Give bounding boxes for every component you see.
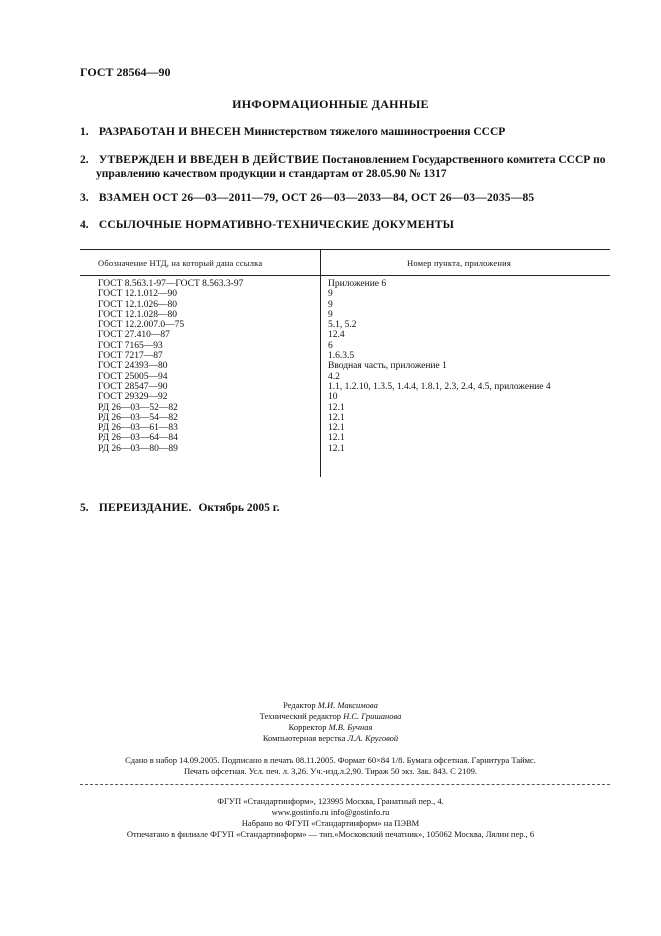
cell-clause: 12.1	[328, 423, 345, 434]
layout-name: Л.А. Круговой	[347, 733, 399, 743]
table-row	[80, 372, 610, 382]
section-caption: РАЗРАБОТАН И ВНЕСЕН	[98, 126, 241, 138]
section-5	[80, 501, 620, 515]
cell-designation: РД 26—03—80—89	[98, 443, 178, 454]
web-line: www.gostinfo.ru info@gostinfo.ru	[271, 807, 390, 817]
cell-designation: ГОСТ 27.410—87	[98, 330, 170, 341]
section-number: 3.	[80, 192, 89, 204]
typeset-line: Набрано во ФГУП «Стандартинформ» на ПЭВМ	[241, 818, 420, 828]
tech-editor-line	[0, 711, 661, 721]
table-row	[80, 351, 610, 361]
cell-designation: ГОСТ 25005—94	[98, 371, 168, 382]
section-4	[80, 218, 620, 232]
info-title: ИНФОРМАЦИОННЫЕ ДАННЫЕ	[232, 97, 429, 111]
corrector-name: М.В. Бучная	[328, 722, 373, 732]
cell-clause: 9	[328, 299, 333, 310]
table-row	[80, 289, 610, 299]
document-code: ГОСТ 28564—90	[80, 65, 171, 79]
cell-clause: 12.1	[328, 433, 345, 444]
cell-clause: 12.1	[328, 443, 345, 454]
printed-line: Отпечатано в филиале ФГУП «Стандартинформ» — тип.«Московский печатник», 105062 Москва, Лялин пер., 6	[126, 829, 535, 839]
cell-designation: РД 26—03—64—84	[98, 433, 178, 444]
print-info-line-2: Печать офсетная. Усл. печ. л. 3,26. Уч.-изд.л.2,90. Тираж 50 экз. Зак. 843. С 2109.	[183, 766, 478, 776]
cell-designation: ГОСТ 7165—93	[98, 340, 163, 351]
tech-editor-label: Технический редактор	[259, 711, 341, 721]
cell-designation: ГОСТ 29329—92	[98, 392, 168, 403]
cell-designation: РД 26—03—52—82	[98, 402, 178, 413]
table-top-rule	[80, 249, 610, 250]
cell-clause: 1.1, 1.2.10, 1.3.5, 1.4.4, 1.8.1, 2.3, 2.4, 4.5, приложение 4	[328, 381, 551, 392]
cell-clause: 12.1	[328, 412, 345, 423]
section-caption: УТВЕРЖДЕН И ВВЕДЕН В ДЕЙСТВИЕ	[98, 154, 320, 166]
table-header-rule	[80, 275, 610, 276]
cell-designation: ГОСТ 7217—87	[98, 351, 163, 362]
cell-clause: Приложение 6	[328, 279, 387, 289]
cell-clause: 10	[328, 392, 338, 403]
section-1	[80, 125, 620, 139]
section-text: Постановлением Государственного комитета СССР по	[321, 154, 606, 166]
layout-label: Компьютерная верстка	[262, 733, 346, 743]
cell-clause: 4.2	[328, 371, 340, 382]
cell-designation: ГОСТ 12.2.007.0—75	[98, 320, 185, 331]
section-text: Министерством тяжелого машиностроения СССР	[243, 126, 506, 138]
cell-designation: ГОСТ 28547—90	[98, 381, 168, 392]
cell-designation: ГОСТ 24393—80	[98, 361, 168, 372]
cell-designation: ГОСТ 12.1.026—80	[98, 299, 177, 310]
table-row	[80, 279, 610, 289]
column-header-clause: Номер пункта, приложения	[407, 258, 511, 268]
section-caption: ССЫЛОЧНЫЕ НОРМАТИВНО-ТЕХНИЧЕСКИЕ ДОКУМЕНТЫ	[98, 219, 455, 231]
cell-clause: 12.4	[328, 330, 345, 341]
section-2	[80, 153, 620, 181]
print-info-line-1: Сдано в набор 14.09.2005. Подписано в печать 08.11.2005. Формат 60×84 1/8. Бумага офсетная. Гарнитура Таймс.	[125, 755, 536, 765]
table-row	[80, 403, 610, 413]
table-row	[80, 330, 610, 340]
editor-label: Редактор	[283, 700, 316, 710]
column-header-designation: Обозначение НТД, на который дана ссылка	[98, 258, 263, 268]
table-row	[80, 320, 610, 330]
table-row	[80, 341, 610, 351]
cell-clause: 6	[328, 340, 333, 351]
table-row	[80, 433, 610, 443]
cell-designation: ГОСТ 12.1.012—90	[98, 289, 177, 300]
section-number: 5.	[80, 502, 89, 514]
cell-clause: 12.1	[328, 402, 345, 413]
table-row	[80, 392, 610, 402]
cell-clause: 9	[328, 309, 333, 320]
cell-clause: Вводная часть, приложение 1	[328, 361, 447, 372]
table-row	[80, 413, 610, 423]
editor-name: М.И. Максимова	[317, 700, 378, 710]
table-row	[80, 310, 610, 320]
cell-clause: 5.1, 5.2	[328, 320, 357, 331]
table-row	[80, 300, 610, 310]
section-caption: ПЕРЕИЗДАНИЕ.	[98, 502, 192, 514]
editor-line	[0, 700, 661, 710]
cell-designation: РД 26—03—61—83	[98, 423, 178, 434]
section-number: 1.	[80, 126, 89, 138]
cell-designation: ГОСТ 12.1.028—80	[98, 309, 177, 320]
corrector-label: Корректор	[288, 722, 327, 732]
table-row	[80, 444, 610, 454]
table-row	[80, 361, 610, 371]
section-3	[80, 191, 620, 205]
section-text-continued: управлению качеством продукции и стандартам от 28.05.90 № 1317	[96, 168, 447, 180]
section-number: 4.	[80, 219, 89, 231]
cell-designation: РД 26—03—54—82	[98, 412, 178, 423]
table-row	[80, 423, 610, 433]
section-number: 2.	[80, 154, 89, 166]
section-text: Октябрь 2005 г.	[198, 502, 280, 514]
section-caption: ВЗАМЕН ОСТ 26—03—2011—79, ОСТ 26—03—2033—84, ОСТ 26—03—2035—85	[98, 192, 535, 204]
imprint-divider	[80, 784, 610, 785]
cell-clause: 1.6.3.5	[328, 351, 355, 362]
layout-line	[0, 733, 661, 743]
table-body	[80, 279, 610, 454]
cell-designation: ГОСТ 8.563.1-97—ГОСТ 8.563.3-97	[98, 279, 244, 289]
cell-clause: 9	[328, 289, 333, 300]
table-row	[80, 382, 610, 392]
corrector-line	[0, 722, 661, 732]
tech-editor-name: Н.С. Гришанова	[343, 711, 402, 721]
publisher-line: ФГУП «Стандартинформ», 123995 Москва, Гранатный пер., 4.	[217, 796, 444, 806]
